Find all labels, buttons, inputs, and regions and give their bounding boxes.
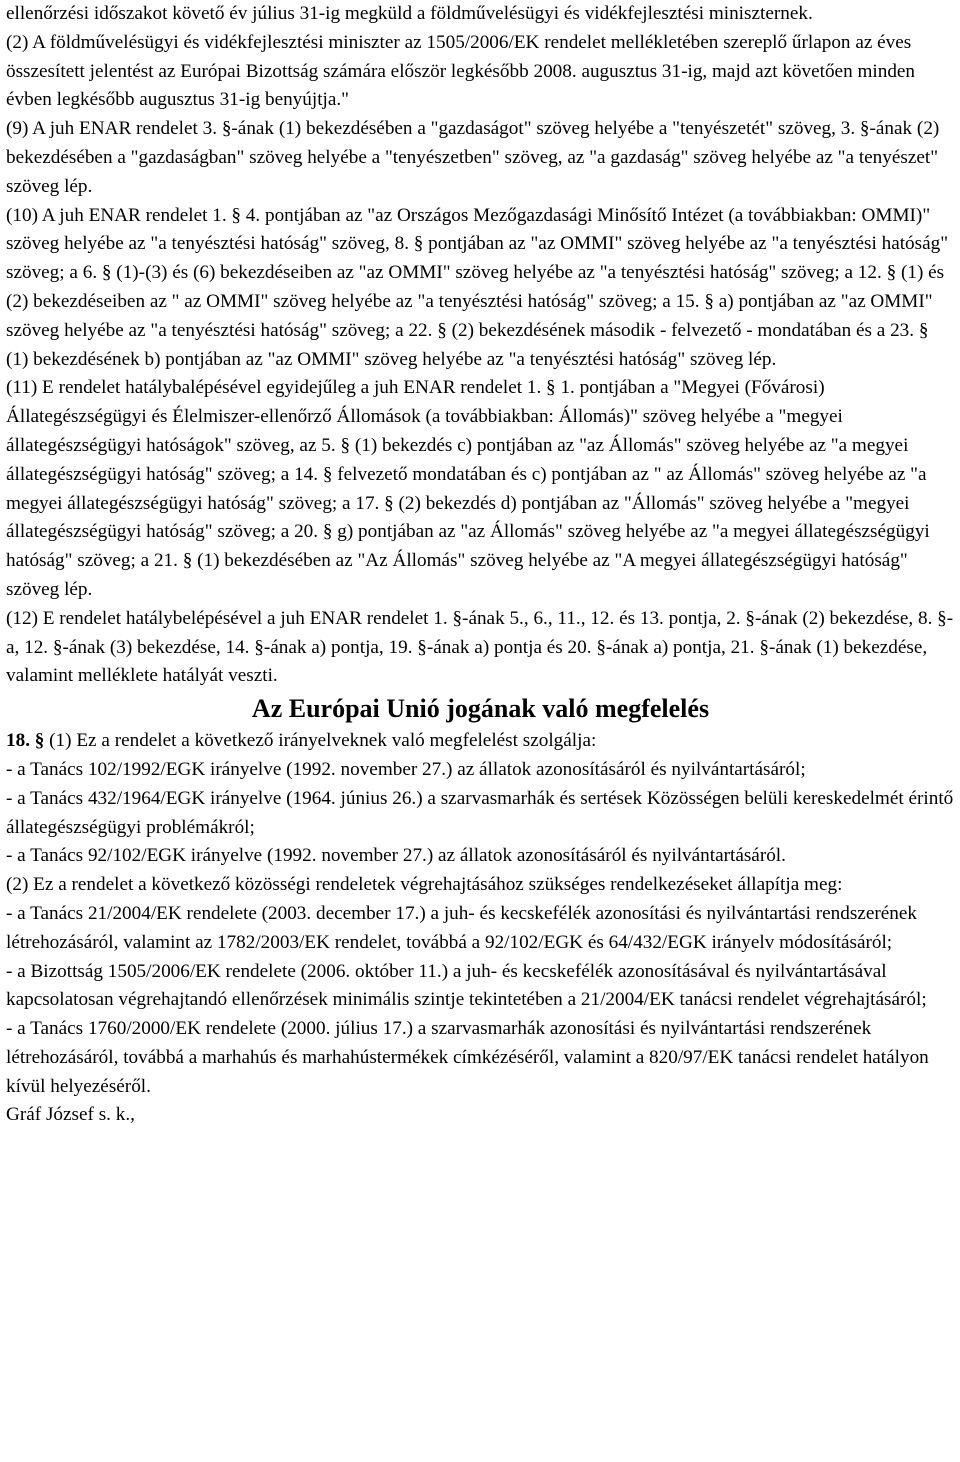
regulation-item-2: - a Bizottság 1505/2006/EK rendelete (2006. október 11.) a juh- és kecskefélék azonosításával és nyilvántartásával kapcsolatosan végrehajtandó ellenőrzések minimális szintje tekintetében a 21/2004/EK tanácsi rendelet végrehajtásáról; <box>6 960 927 1011</box>
paragraph-continuation: ellenőrzési időszakot követő év július 31-ig megküld a földművelésügyi és vidékfejlesztési miniszternek. <box>6 3 813 24</box>
directive-item-2: - a Tanács 432/1964/EGK irányelve (1964. június 26.) a szarvasmarhák és sertések Közösségen belüli kereskedelmét érintő állategészségügyi problémákról; <box>6 787 954 838</box>
directive-item-1: - a Tanács 102/1992/EGK irányelve (1992. november 27.) az állatok azonosításáról és nyilvántartásáról; <box>6 758 806 780</box>
article-number: 18. § <box>6 730 45 752</box>
article-first-line: (1) Ez a rendelet a következő irányelveknek való megfelelést szolgálja: <box>49 730 597 752</box>
signature: Gráf József s. k., <box>6 1104 135 1126</box>
regulation-item-3: - a Tanács 1760/2000/EK rendelete (2000. július 17.) a szarvasmarhák azonosítási és nyilvántartási rendszerének létrehozásáról, továbbá a marhahús és marhahústermékek címkézéséről, valamint a 820/97/EK tanácsi rendelet hatályon kívül helyezéséről. <box>6 1018 929 1097</box>
article-18-paragraph-2: (2) Ez a rendelet a következő közösségi rendeletek végrehajtásához szükséges rendelkezéseket állapítja meg: <box>6 874 843 896</box>
paragraph-10: (10) A juh ENAR rendelet 1. § 4. pontjában az "az Országos Mezőgazdasági Minősítő Intézet (a továbbiakban: OMMI)" szöveg helyébe az "a tenyésztési hatóság" szöveg, 8. § pontjában az "az OMMI" szöveg helyébe az "a tenyésztési hatóság" szöveg; a 6. § (1)-(3) és (6) bekezdéseiben az "az OMMI" szöveg helyébe az "a tenyésztési hatóság" szöveg; a 12. § (1) és (2) bekezdéseiben az " az OMMI" szöveg helyébe az "a tenyésztési hatóság" szöveg; a 15. § a) pontjában az "az OMMI" szöveg helyébe az "a tenyésztési hatóság" szöveg; a 22. § (2) bekezdésének második - felvezető - mondatában és a 23. § (1) bekezdésének b) pontjában az "az OMMI" szöveg helyébe az "a tenyésztési hatóság" szöveg lép. <box>6 204 949 370</box>
directive-item-3: - a Tanács 92/102/EGK irányelve (1992. november 27.) az állatok azonosításáról és nyilvántartásáról. <box>6 845 786 867</box>
paragraph-12: (12) E rendelet hatálybelépésével a juh ENAR rendelet 1. §-ának 5., 6., 11., 12. és 13. pontja, 2. §-ának (2) bekezdése, 8. §-a, 12. §-ának (3) bekezdése, 14. §-ának a) pontja, 19. §-ának a) pontja és 20. §-ának a) pontja, 21. §-ának (1) bekezdése, valamint melléklete hatályát veszti. <box>6 607 954 687</box>
paragraph-11: (11) E rendelet hatálybalépésével egyidejűleg a juh ENAR rendelet 1. § 1. pontjában a "Megyei (Fővárosi) Állategészségügyi és Élelmiszer-ellenőrző Állomások (a továbbiakban: Állomás)" szöveg helyébe a "megyei állategészségügyi hatóságok" szöveg, az 5. § (1) bekezdés c) pontjában az "az Állomás" szöveg helyébe az "a megyei állategészségügyi hatóság" szöveg; a 14. § felvezető mondatában és c) pontjában az " az Állomás" szöveg helyébe az "a megyei állategészségügyi hatóság" szöveg; a 17. § (2) bekezdés d) pontjában az "Állomás" szöveg helyébe a "megyei állategészségügyi hatóság" szöveg; a 20. § g) pontjában az "az Állomás" szöveg helyébe az "a megyei állategészségügyi hatóság" szöveg; a 21. § (1) bekezdésében az "Az Állomás" szöveg helyébe az "A megyei állategészségügyi hatóság" szöveg lép. <box>6 377 930 600</box>
regulation-item-1: - a Tanács 21/2004/EK rendelete (2003. december 17.) a juh- és kecskefélék azonosítási és nyilvántartási rendszerének létrehozásáról, valamint az 1782/2003/EK rendelet, továbbá a 92/102/EGK és 64/432/EGK irányelv módosításáról; <box>6 902 917 953</box>
paragraph-9: (9) A juh ENAR rendelet 3. §-ának (1) bekezdésében a "gazdaságot" szöveg helyébe a "tenyészetét" szöveg, 3. §-ának (2) bekezdésében a "gazdaságban" szöveg helyébe a "tenyészetben" szöveg, az "a gazdaság" szöveg helyébe az "a tenyészet" szöveg lép. <box>6 118 940 197</box>
article-18-first-paragraph <box>6 727 955 756</box>
section-heading: Az Európai Unió jogának való megfelelés <box>251 694 710 724</box>
paragraph-2: (2) A földművelésügyi és vidékfejlesztési miniszter az 1505/2006/EK rendelet mellékletében szereplő űrlapon az éves összesített jelentést az Európai Bizottság számára először legkésőbb 2008. augusztus 31-ig, majd azt követően minden évben legkésőbb augusztus 31-ig benyújtja." <box>6 31 916 111</box>
